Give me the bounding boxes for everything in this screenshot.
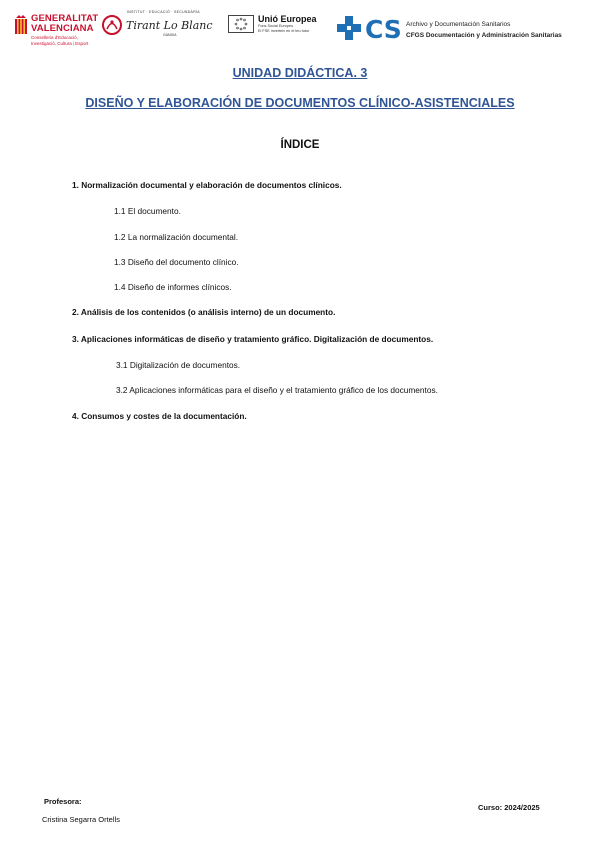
gva-sub-2: Investigació, Cultura i Esport bbox=[31, 41, 89, 46]
gva-sub-1: Conselleria d'Educació, bbox=[31, 35, 78, 40]
toc-item-1-3: 1.3 Diseño del documento clínico. bbox=[114, 257, 239, 267]
teacher-label: Profesora: bbox=[44, 797, 82, 806]
cfgs-logo bbox=[337, 14, 401, 47]
tirant-lo-blanc-logo bbox=[101, 10, 213, 37]
toc-item-2: 2. Análisis de los contenidos (o análisis interno) de un documento. bbox=[72, 307, 336, 317]
teacher-name: Cristina Segarra Ortells bbox=[42, 815, 120, 824]
gva-line-2: VALENCIANA bbox=[31, 23, 94, 34]
org-line-2: CFGS Documentación y Administración Sanitarias bbox=[406, 32, 562, 39]
index-heading: ÍNDICE bbox=[280, 139, 320, 151]
eu-sub-1: Fons Social Europeu bbox=[258, 24, 294, 28]
medical-cross-icon bbox=[337, 16, 361, 40]
eu-sub-2: El FSE inverteix en el teu futur bbox=[258, 28, 310, 33]
bat-crest-icon bbox=[14, 14, 28, 36]
eu-flag-icon bbox=[228, 15, 254, 33]
toc-item-3-1: 3.1 Digitalización de documentos. bbox=[116, 360, 241, 370]
tirant-top-text: INSTITUT · EDUCACIÓ · SECUNDÀRIA bbox=[127, 10, 200, 14]
subject-title: DISEÑO Y ELABORACIÓN DE DOCUMENTOS CLÍNICO-ASISTENCIALES bbox=[85, 96, 515, 110]
toc-item-4: 4. Consumos y costes de la documentación. bbox=[72, 411, 247, 421]
toc-item-1-1: 1.1 El documento. bbox=[114, 206, 181, 216]
cfgs-logo-text: CS bbox=[365, 15, 401, 42]
toc-item-1-4: 1.4 Diseño de informes clínicos. bbox=[114, 282, 232, 292]
gva-line-1: GENERALITAT bbox=[31, 13, 99, 24]
eu-title: Unió Europea bbox=[258, 14, 317, 24]
school-emblem-icon bbox=[101, 14, 123, 36]
toc-item-1-2: 1.2 La normalización documental. bbox=[114, 232, 239, 242]
tirant-name: Tirant Lo Blanc bbox=[126, 18, 213, 32]
toc-item-3: 3. Aplicaciones informáticas de diseño y tratamiento gráfico. Digitalización de documentos. bbox=[72, 334, 434, 344]
organization-text bbox=[406, 19, 562, 41]
toc-item-3-2: 3.2 Aplicaciones informáticas para el diseño y el tratamiento gráfico de los documentos. bbox=[116, 385, 438, 395]
tirant-city: GANDIA bbox=[163, 33, 177, 37]
unit-title: UNIDAD DIDÁCTICA. 3 bbox=[232, 66, 368, 80]
document-header bbox=[0, 0, 600, 50]
org-line-1: Archivo y Documentación Sanitarios bbox=[406, 21, 511, 28]
toc-item-1: 1. Normalización documental y elaboración de documentos clínicos. bbox=[72, 180, 342, 190]
european-union-logo bbox=[228, 14, 317, 33]
generalitat-valenciana-logo bbox=[14, 14, 98, 46]
course-label: Curso: 2024/2025 bbox=[478, 803, 540, 812]
